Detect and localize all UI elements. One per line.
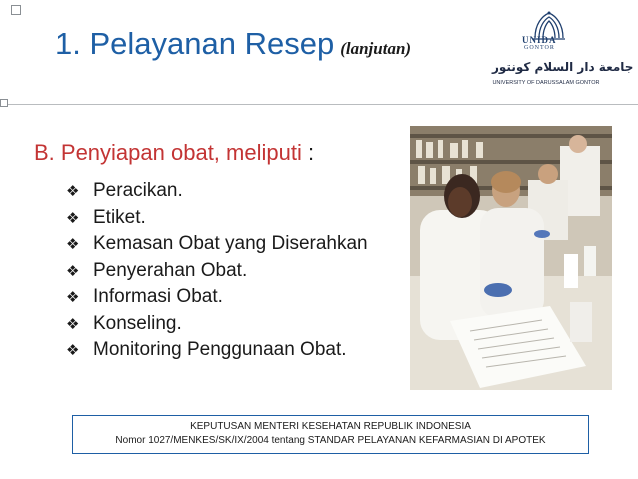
slide-title bbox=[55, 26, 411, 62]
diamond-bullet-icon: ❖ bbox=[66, 208, 80, 227]
list-item-text: Peracikan. bbox=[93, 180, 183, 202]
logo-university-text: UNIVERSITY OF DARUSSALAM GONTOR bbox=[492, 80, 600, 86]
logo-arabic-text: جامعة دار السلام كونتور bbox=[492, 60, 634, 74]
diamond-bullet-icon: ❖ bbox=[66, 341, 80, 360]
section-heading-colon: : bbox=[307, 140, 315, 165]
list-item-text: Monitoring Penggunaan Obat. bbox=[93, 339, 347, 361]
list-item-text: Etiket. bbox=[93, 206, 146, 228]
header-divider bbox=[0, 104, 638, 105]
list-item-text: Informasi Obat. bbox=[93, 286, 223, 308]
diamond-bullet-icon: ❖ bbox=[66, 314, 80, 333]
reference-line-2: Nomor 1027/MENKES/SK/IX/2004 tentang STANDAR PELAYANAN KEFARMASIAN DI APOTEK bbox=[115, 435, 546, 446]
diamond-bullet-icon: ❖ bbox=[66, 182, 80, 201]
list-item bbox=[66, 311, 368, 338]
list-item bbox=[66, 178, 368, 205]
bullet-list bbox=[66, 178, 368, 364]
list-item-text: Kemasan Obat yang Diserahkan bbox=[93, 233, 368, 255]
section-heading-text: B. Penyiapan obat, meliputi bbox=[34, 140, 302, 165]
reference-line-1: KEPUTUSAN MENTERI KESEHATAN REPUBLIK INDONESIA bbox=[190, 421, 471, 432]
diamond-bullet-icon: ❖ bbox=[66, 235, 80, 254]
list-item-text: Konseling. bbox=[93, 312, 182, 334]
logo-subname: GONTOR bbox=[524, 45, 555, 51]
list-item bbox=[66, 337, 368, 364]
list-item-text: Penyerahan Obat. bbox=[93, 259, 248, 281]
title-suffix-text: (lanjutan) bbox=[340, 39, 412, 58]
diamond-bullet-icon: ❖ bbox=[66, 261, 80, 280]
reference-citation-box bbox=[72, 415, 589, 454]
section-heading bbox=[34, 140, 314, 166]
pharmacy-lab-photo bbox=[410, 126, 612, 390]
logo-name: UNIDA bbox=[522, 35, 557, 45]
divider-accent-square bbox=[0, 99, 8, 107]
list-item bbox=[66, 258, 368, 285]
title-main-text: 1. Pelayanan Resep bbox=[55, 26, 335, 61]
diamond-bullet-icon: ❖ bbox=[66, 288, 80, 307]
corner-box-decoration bbox=[11, 5, 21, 15]
list-item bbox=[66, 284, 368, 311]
list-item bbox=[66, 231, 368, 258]
list-item bbox=[66, 205, 368, 232]
